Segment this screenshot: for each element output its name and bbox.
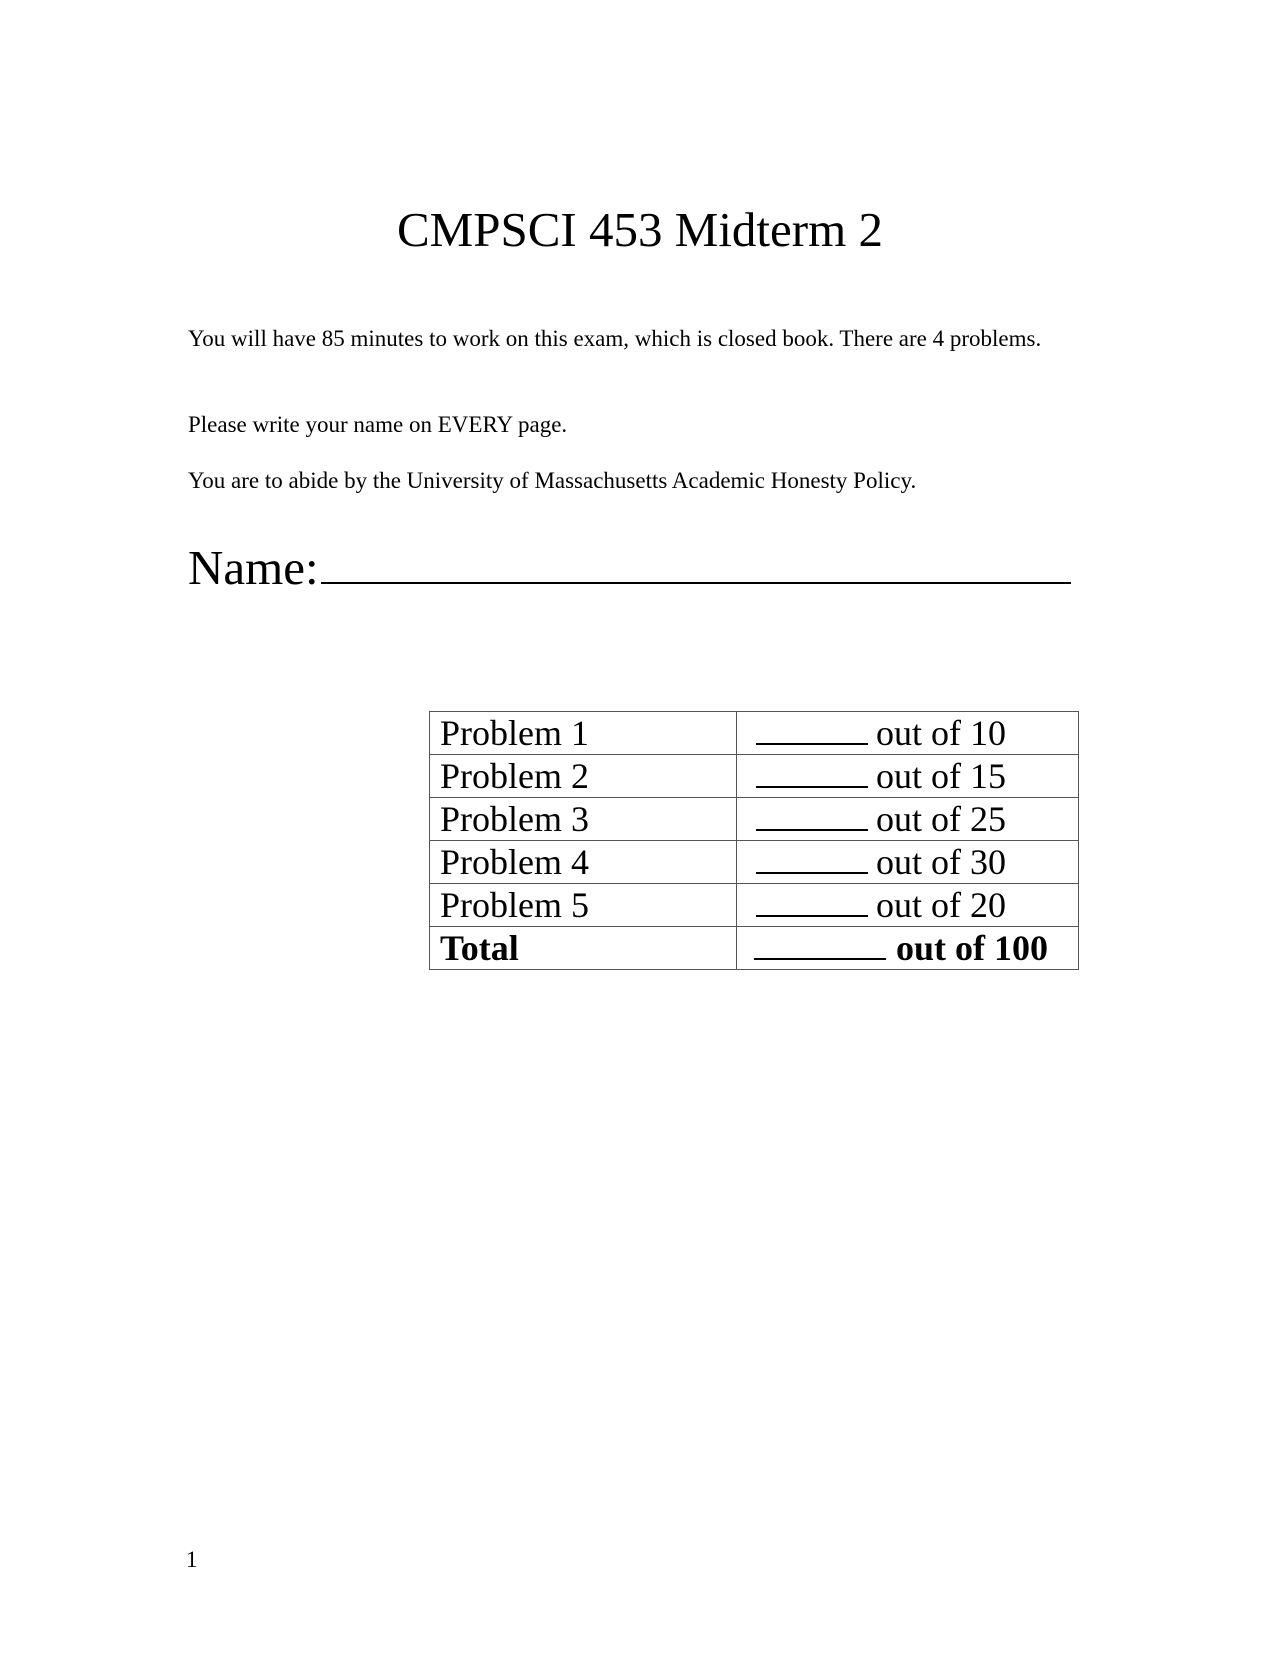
table-row: [430, 841, 1079, 884]
total-row: [430, 927, 1079, 970]
problem-score-cell: [737, 841, 1079, 884]
total-blank-line[interactable]: [754, 928, 886, 960]
score-blank-line[interactable]: [756, 799, 868, 831]
problem-label: Problem 3: [430, 798, 737, 841]
table-row: [430, 798, 1079, 841]
total-score-cell: [737, 927, 1079, 970]
score-blank-line[interactable]: [756, 756, 868, 788]
score-max: out of 10: [876, 713, 1006, 753]
score-max: out of 20: [876, 885, 1006, 925]
problem-label: Problem 5: [430, 884, 737, 927]
problem-score-cell: [737, 755, 1079, 798]
score-max: out of 30: [876, 842, 1006, 882]
name-field: [188, 538, 1071, 595]
problem-score-cell: [737, 884, 1079, 927]
name-label: Name:: [188, 540, 319, 595]
instruction-name-every-page: Please write your name on EVERY page.: [188, 412, 568, 437]
problem-label: Problem 1: [430, 712, 737, 755]
score-blank-line[interactable]: [756, 842, 868, 874]
page-number: 1: [186, 1547, 198, 1572]
score-max: out of 25: [876, 799, 1006, 839]
score-blank-line[interactable]: [756, 885, 868, 917]
total-label: Total: [430, 927, 737, 970]
problem-label: Problem 2: [430, 755, 737, 798]
score-table: [429, 711, 1079, 970]
instruction-honesty-policy: You are to abide by the University of Massachusetts Academic Honesty Policy.: [188, 468, 917, 493]
table-row: [430, 755, 1079, 798]
total-max: out of 100: [896, 928, 1048, 968]
score-max: out of 15: [876, 756, 1006, 796]
instruction-time: You will have 85 minutes to work on this exam, which is closed book. There are 4 problems.: [188, 326, 1042, 351]
problem-score-cell: [737, 712, 1079, 755]
exam-title: CMPSCI 453 Midterm 2: [397, 202, 883, 257]
table-row: [430, 712, 1079, 755]
name-blank-line[interactable]: [321, 538, 1071, 584]
score-blank-line[interactable]: [756, 713, 868, 745]
problem-score-cell: [737, 798, 1079, 841]
table-row: [430, 884, 1079, 927]
problem-label: Problem 4: [430, 841, 737, 884]
